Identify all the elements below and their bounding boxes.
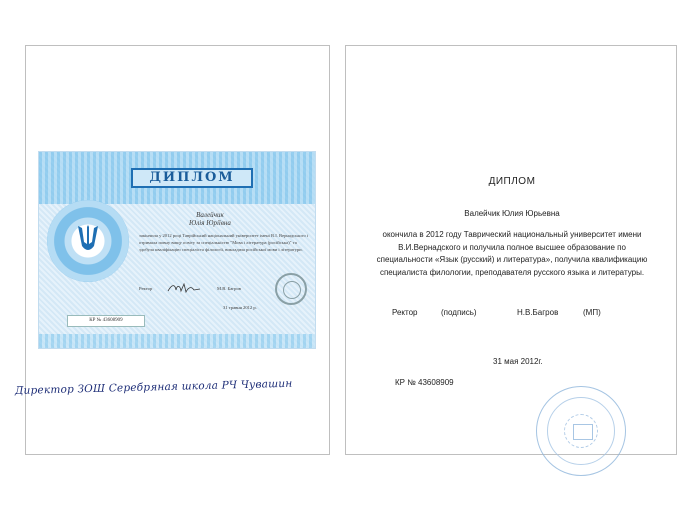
translation-date: 31 мая 2012г. [493,357,543,366]
translation-body-text [346,229,678,279]
body-line: В.И.Вернадского и получила полное высшее образование по [398,242,626,252]
body-line: окончила в 2012 году Таврический национальный университет имени [382,230,642,239]
translation-holder-name: Валейчик Юлия Юрьевна [464,209,560,218]
surname: Валейчик [196,211,224,219]
translation-title: ДИПЛОМ [488,176,536,187]
diploma-serial-number: КР № 43608909 [67,315,145,327]
rector-signature [167,282,201,294]
translation-serial-number: КР № 43608909 [395,378,454,387]
diploma-bottom-ornament [39,334,315,348]
body-line: специальности «Язык (русский) и литература», получила квалификацию [376,255,648,264]
diploma-date: 31 травня 2012 р. [223,305,257,310]
diploma-scan [38,151,316,349]
diploma-stamp [275,273,307,305]
diploma-body-text: закінчила у 2012 році Таврійський національний університет імені В.І. Вернадського і отримала повну вищу освіту за спеціальністю "Мова і література (російська)" та здобула кваліфікацію спеціаліста філології, викладача російської мови і літератури. [139,233,309,252]
translation-signature-label: (подпись) [441,308,477,317]
trident-icon [76,224,100,256]
diploma-rector-label: Ректор [139,286,153,291]
handwritten-certification: Директор ЗОШ Серебряная школа РЧ Чувашин [14,377,293,397]
translation-rector-name: Н.В.Багров [517,308,559,317]
body-line: специалиста филологии, преподавателя русского языка и литературы. [379,267,645,277]
diploma-holder-name [189,211,231,227]
school-seal-stamp [536,386,626,476]
translation-stamp-label: (МП) [583,308,601,317]
diploma-title: ДИПЛОМ [131,168,253,188]
seal-emblem-icon [573,424,593,440]
coat-of-arms-rosette [47,200,129,282]
translation-rector-label: Ректор [392,308,418,317]
translation-page [345,45,677,455]
diploma-rector-name: М.В. Багров [217,286,241,291]
given-names: Юлія Юріївна [189,219,231,227]
